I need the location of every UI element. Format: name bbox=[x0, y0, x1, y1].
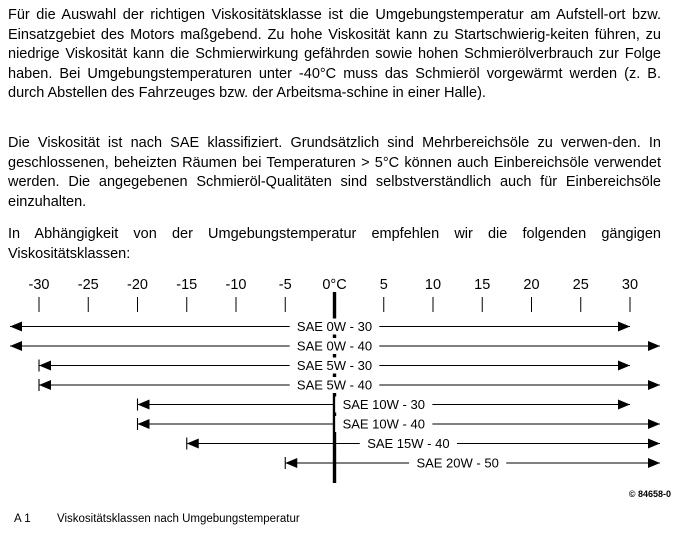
range-label: SAE 0W - 40 bbox=[296, 338, 373, 354]
tick-label: 30 bbox=[621, 277, 639, 293]
arrowhead-right bbox=[618, 361, 630, 371]
range-bar bbox=[285, 455, 660, 471]
range-label: SAE 0W - 30 bbox=[296, 319, 373, 334]
tick-label: 0°C bbox=[322, 277, 347, 293]
range-bar bbox=[39, 377, 660, 393]
range-label: SAE 20W - 50 bbox=[416, 455, 499, 471]
tick-label: -20 bbox=[127, 277, 148, 293]
tick-label: 5 bbox=[379, 277, 388, 293]
arrowhead-right bbox=[648, 419, 660, 429]
paragraph-sae-classification: Die Viskosität ist nach SAE klassifiziert. Grundsätzlich sind Mehrbereichsöle zu verwen-den. In geschlossenen, beheizten Räumen bei Temperaturen > 5°C können auch Einbereichsöle verwendet werden. Die angegebenen Schmieröl-Qualitäten sind selbstverständlich auch für Einbereichsöle einzuhalten. bbox=[8, 135, 661, 210]
tick-label: 15 bbox=[474, 277, 491, 293]
figure-id: © 84658-0 bbox=[628, 489, 671, 499]
arrowhead-left bbox=[138, 419, 150, 429]
tick-label: -10 bbox=[225, 277, 247, 293]
arrowhead-left bbox=[285, 458, 297, 468]
tick-label: 10 bbox=[424, 277, 442, 293]
range-label: SAE 5W - 40 bbox=[296, 377, 373, 393]
arrowhead-right bbox=[648, 380, 660, 390]
tick-label: -5 bbox=[278, 277, 292, 293]
arrowhead-left bbox=[10, 341, 22, 351]
range-label: SAE 10W - 30 bbox=[342, 397, 425, 412]
arrowhead-right bbox=[648, 458, 660, 468]
viscosity-chart bbox=[0, 270, 691, 510]
arrowhead-right bbox=[618, 322, 630, 332]
range-bar bbox=[138, 397, 631, 413]
tick-label: -25 bbox=[77, 277, 99, 293]
range-bar bbox=[187, 436, 660, 452]
range-bar bbox=[10, 319, 630, 335]
caption-text: Viskositätsklassen nach Umgebungstemperatur bbox=[57, 513, 300, 525]
tick-label: 20 bbox=[523, 277, 540, 293]
range-bar bbox=[10, 338, 660, 354]
paragraph-recommendation: In Abhängigkeit von der Umgebungstemperatur empfehlen wir die folgenden gängigen Viskositätsklassen: bbox=[8, 226, 661, 262]
arrowhead-left bbox=[10, 322, 22, 332]
tick-label: 25 bbox=[572, 277, 589, 293]
tick-label: -30 bbox=[28, 277, 50, 293]
arrowhead-right bbox=[648, 341, 660, 351]
range-bar bbox=[138, 416, 661, 432]
range-label: SAE 15W - 40 bbox=[367, 436, 450, 451]
range-bar bbox=[39, 358, 630, 374]
paragraph-viscosity-selection: Für die Auswahl der richtigen Viskositätsklasse ist die Umgebungstemperatur am Aufstell-ort bzw. Einsatzgebiet des Motors maßgebend. Zu hohe Viskosität kann zu Startschwierig-keiten führen, zu niedrige Viskosität kann die Schmierwirkung gefährden sowie hohen Schmierölverbrauch zur Folge haben. Bei Umgebungstemperaturen unter -40°C muss das Schmieröl vorgewärmt werden (z. B. durch Abstellen des Fahrzeuges bzw. der Arbeitsma-schine in einer Halle). bbox=[8, 7, 661, 102]
range-label: SAE 5W - 30 bbox=[296, 358, 373, 373]
arrowhead-left bbox=[187, 439, 199, 449]
arrowhead-right bbox=[618, 400, 630, 410]
tick-label: -15 bbox=[176, 277, 198, 293]
arrowhead-left bbox=[138, 400, 150, 410]
range-label: SAE 10W - 40 bbox=[342, 416, 425, 432]
arrowhead-right bbox=[648, 439, 660, 449]
arrowhead-left bbox=[39, 380, 51, 390]
caption-label: A 1 bbox=[14, 513, 31, 525]
arrowhead-left bbox=[39, 361, 51, 371]
